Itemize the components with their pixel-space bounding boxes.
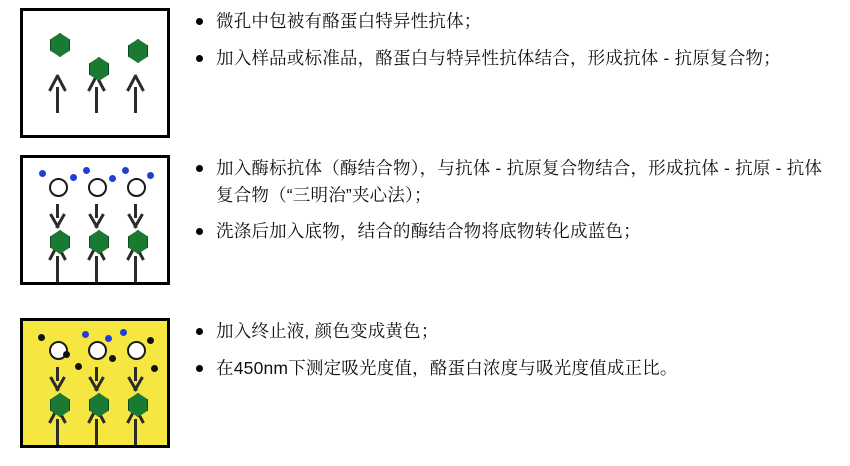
bullet-item: 加入终止液, 颜色变成黄色； — [190, 318, 832, 345]
panel-wrapper-1 — [0, 8, 190, 138]
blue-substrate-dot-icon — [109, 175, 116, 182]
bullet-item: 加入酶标抗体（酶结合物），与抗体 - 抗原复合物结合，形成抗体 - 抗原 - 抗体复合物（“三明治”夹心法）； — [190, 155, 832, 208]
bullet-item: 洗涤后加入底物，结合的酶结合物将底物转化成蓝色； — [190, 218, 832, 245]
enzyme-label-icon — [88, 178, 107, 197]
black-product-dot-icon — [109, 355, 116, 362]
black-product-dot-icon — [151, 365, 158, 372]
capture-antibody-icon — [123, 73, 149, 113]
bullet-item: 微孔中包被有酪蛋白特异性抗体； — [190, 8, 832, 35]
detection-antibody-icon — [84, 367, 110, 393]
microplate-well-stop-solution — [20, 318, 170, 448]
enzyme-label-icon — [49, 178, 68, 197]
panel-wrapper-3 — [0, 318, 190, 448]
blue-substrate-dot-icon — [122, 167, 129, 174]
bullet-item: 在450nm下测定吸光度值，酪蛋白浓度与吸光度值成正比。 — [190, 355, 832, 382]
enzyme-label-icon — [127, 341, 146, 360]
black-product-dot-icon — [38, 334, 45, 341]
detection-antibody-icon — [123, 367, 149, 393]
capture-antibody-icon — [45, 73, 71, 113]
blue-substrate-dot-icon — [83, 167, 90, 174]
blue-substrate-dot-icon — [82, 331, 89, 338]
detection-antibody-icon — [123, 204, 149, 230]
detection-antibody-icon — [84, 204, 110, 230]
enzyme-label-icon — [88, 341, 107, 360]
step-2-text — [190, 155, 850, 245]
bullet-item: 加入样品或标准品，酪蛋白与特异性抗体结合，形成抗体 - 抗原复合物； — [190, 45, 832, 72]
step-1-text — [190, 8, 850, 71]
black-product-dot-icon — [147, 337, 154, 344]
detection-antibody-icon — [45, 367, 71, 393]
panel-wrapper-2 — [0, 155, 190, 285]
casein-antigen-icon — [128, 39, 148, 63]
step-row-1 — [0, 8, 850, 138]
blue-substrate-dot-icon — [105, 335, 112, 342]
step-row-2 — [0, 155, 850, 285]
blue-substrate-dot-icon — [147, 172, 154, 179]
microplate-well-coated-antibody — [20, 8, 170, 138]
blue-substrate-dot-icon — [39, 170, 46, 177]
step-3-bullet-list — [190, 318, 832, 381]
black-product-dot-icon — [75, 363, 82, 370]
step-3-text — [190, 318, 850, 381]
casein-antigen-icon — [50, 33, 70, 57]
black-product-dot-icon — [63, 351, 70, 358]
microplate-well-enzyme-conjugate — [20, 155, 170, 285]
step-2-bullet-list — [190, 155, 832, 245]
blue-substrate-dot-icon — [70, 174, 77, 181]
step-row-3 — [0, 318, 850, 448]
detection-antibody-icon — [45, 204, 71, 230]
enzyme-label-icon — [127, 178, 146, 197]
blue-substrate-dot-icon — [120, 329, 127, 336]
step-1-bullet-list — [190, 8, 832, 71]
